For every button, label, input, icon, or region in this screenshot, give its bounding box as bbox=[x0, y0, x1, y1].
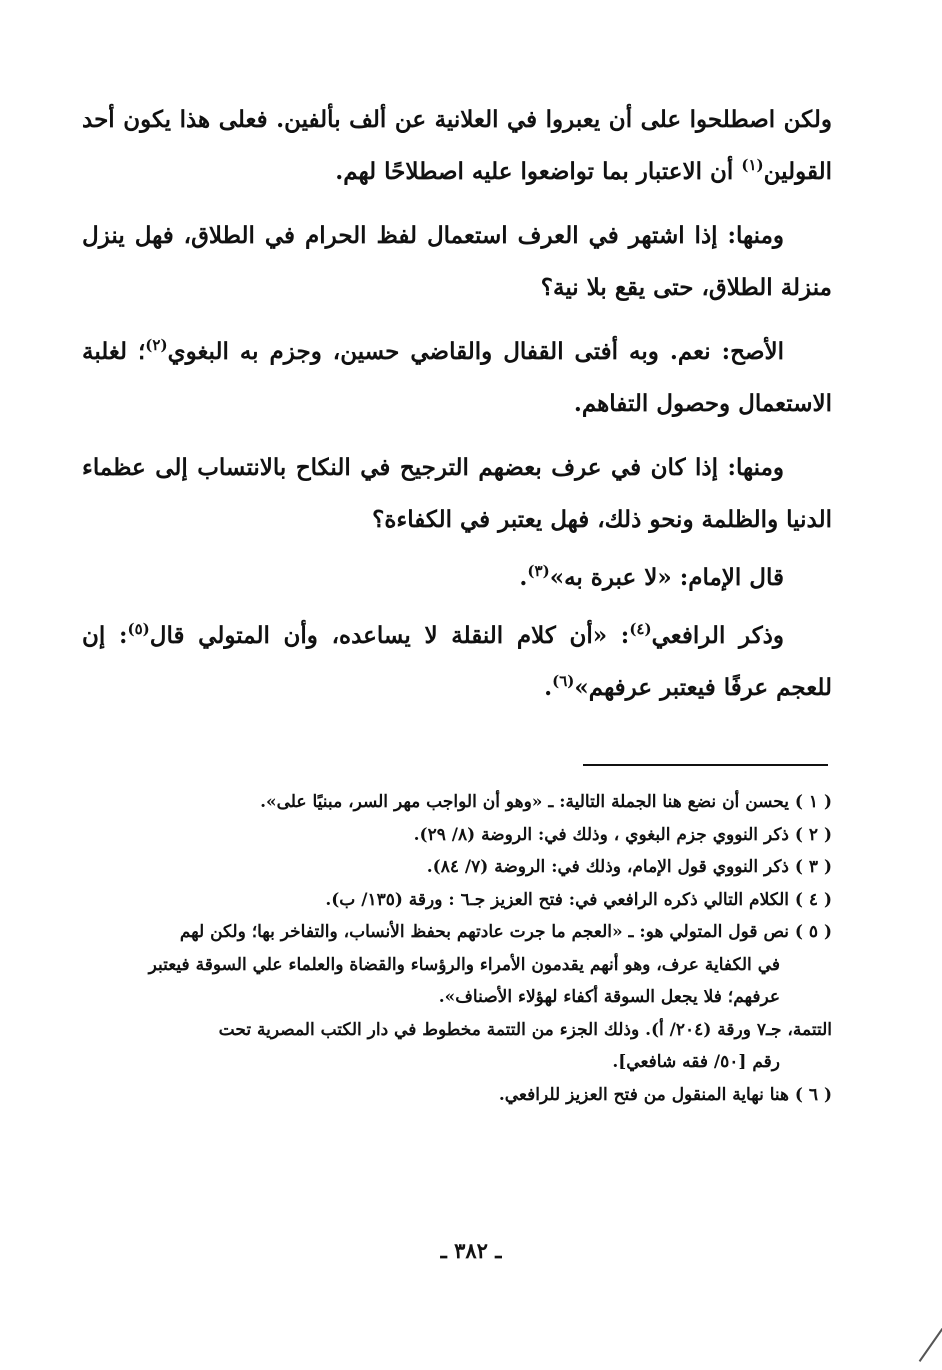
paragraph-5-text: قال الإمام: «لا عبرة به» bbox=[549, 564, 784, 591]
paragraph-3 bbox=[82, 326, 832, 430]
paragraph-6-part-1: وذكر الرافعي bbox=[651, 622, 785, 649]
footnote-4: ( ٤ ) الكلام التالي ذكره الرافعي في: فتح العزيز جـ٦ : ورقة (١٣٥/ ب). bbox=[325, 889, 832, 910]
footnote-separator bbox=[583, 764, 828, 766]
footnote-5-source-line-1: التتمة، جـ٧ ورقة (٢٠٤/ أ). وذلك الجزء من التتمة مخطوط في دار الكتب المصرية تحت bbox=[218, 1019, 832, 1040]
paragraph-4-text: ومنها: إذا كان في عرف بعضهم الترجيح في النكاح بالانتساب إلى عظماء الدنيا والظلمة ونحو ذلك، فهل يعتبر في الكفاءة؟ bbox=[82, 454, 832, 533]
footnote-5-line-3: عرفهم؛ فلا يجعل السوقة أكفاء لهؤلاء الأصناف». bbox=[438, 987, 780, 1007]
paragraph-2 bbox=[82, 210, 832, 314]
paragraph-3-text-end: ؛ لغلبة الاستعمال وحصول التفاهم. bbox=[82, 338, 832, 417]
paragraph-5-end: . bbox=[519, 564, 528, 591]
footnote-5-line-2: في الكفاية عرف، وهو أنهم يقدمون الأمراء والرؤساء والقضاة والعلماء علي السوقة فيعتبر bbox=[148, 954, 780, 975]
paragraph-2-text: ومنها: إذا اشتهر في العرف استعمال لفظ الحرام في الطلاق، فهل ينزل منزلة الطلاق، حتى يقع بلا نية؟ bbox=[82, 222, 832, 301]
paragraph-1 bbox=[82, 94, 832, 198]
footnote-ref-2: (٢) bbox=[145, 336, 168, 354]
paragraph-6-part-4: . bbox=[544, 674, 553, 701]
footnote-ref-1: (١) bbox=[741, 156, 764, 174]
page-number: ـ ٣٨٢ ـ bbox=[440, 1238, 502, 1263]
footnote-ref-6: (٦) bbox=[552, 672, 575, 690]
footnote-2: ( ٢ ) ذكر النووي جزم البغوي ، وذلك في: الروضة (٨/ ٢٩). bbox=[413, 824, 832, 845]
footnote-3: ( ٣ ) ذكر النووي قول الإمام، وذلك في: الروضة (٧/ ٨٤). bbox=[426, 857, 832, 877]
paragraph-6 bbox=[82, 610, 832, 714]
paragraph-1-line-1: ولكن اصطلحوا على أن يعبروا في العلانية عن ألف بألفين. فعلى هذا يكون أحد bbox=[82, 106, 832, 133]
main-text bbox=[82, 94, 832, 714]
footnote-5-line-1: ( ٥ ) نص قول المتولي هو: ـ «العجم ما جرت عادتهم بحفظ الأنساب، والتفاخر بها؛ ولكن لهم bbox=[179, 922, 832, 942]
footnote-ref-5: (٥) bbox=[127, 620, 150, 638]
paragraph-1-line-2-end: أن الاعتبار بما تواضعوا عليه اصطلاحًا لهم. bbox=[335, 158, 734, 185]
footnotes bbox=[82, 786, 832, 1111]
paragraph-3-text-start: الأصح: نعم. وبه أفتى القفال والقاضي حسين، وجزم به البغوي bbox=[167, 338, 785, 365]
footnote-6: ( ٦ ) هنا نهاية المنقول من فتح العزيز للرافعي. bbox=[498, 1084, 832, 1105]
paragraph-4 bbox=[82, 442, 832, 546]
paragraph-5 bbox=[82, 552, 832, 604]
footnote-5-source-line-2: رقم [٥٠/ فقه شافعي]. bbox=[612, 1052, 780, 1072]
footnote-ref-3: (٣) bbox=[527, 562, 550, 580]
footnote-1: ( ١ ) يحسن أن نضع هنا الجملة التالية: ـ «وهو أن الواجب مهر السر، مبنيًا على». bbox=[260, 792, 832, 812]
paragraph-6-part-2: : «أن كلام النقلة لا يساعده، وأن المتولي قال bbox=[149, 622, 630, 649]
footnote-ref-4: (٤) bbox=[629, 620, 652, 638]
paragraph-6-part-3: : إن للعجم عرفًا فيعتبر عرفهم» bbox=[82, 622, 832, 701]
scan-artifact-line bbox=[919, 1328, 942, 1362]
paragraph-1-line-2-start: القولين bbox=[763, 158, 832, 185]
